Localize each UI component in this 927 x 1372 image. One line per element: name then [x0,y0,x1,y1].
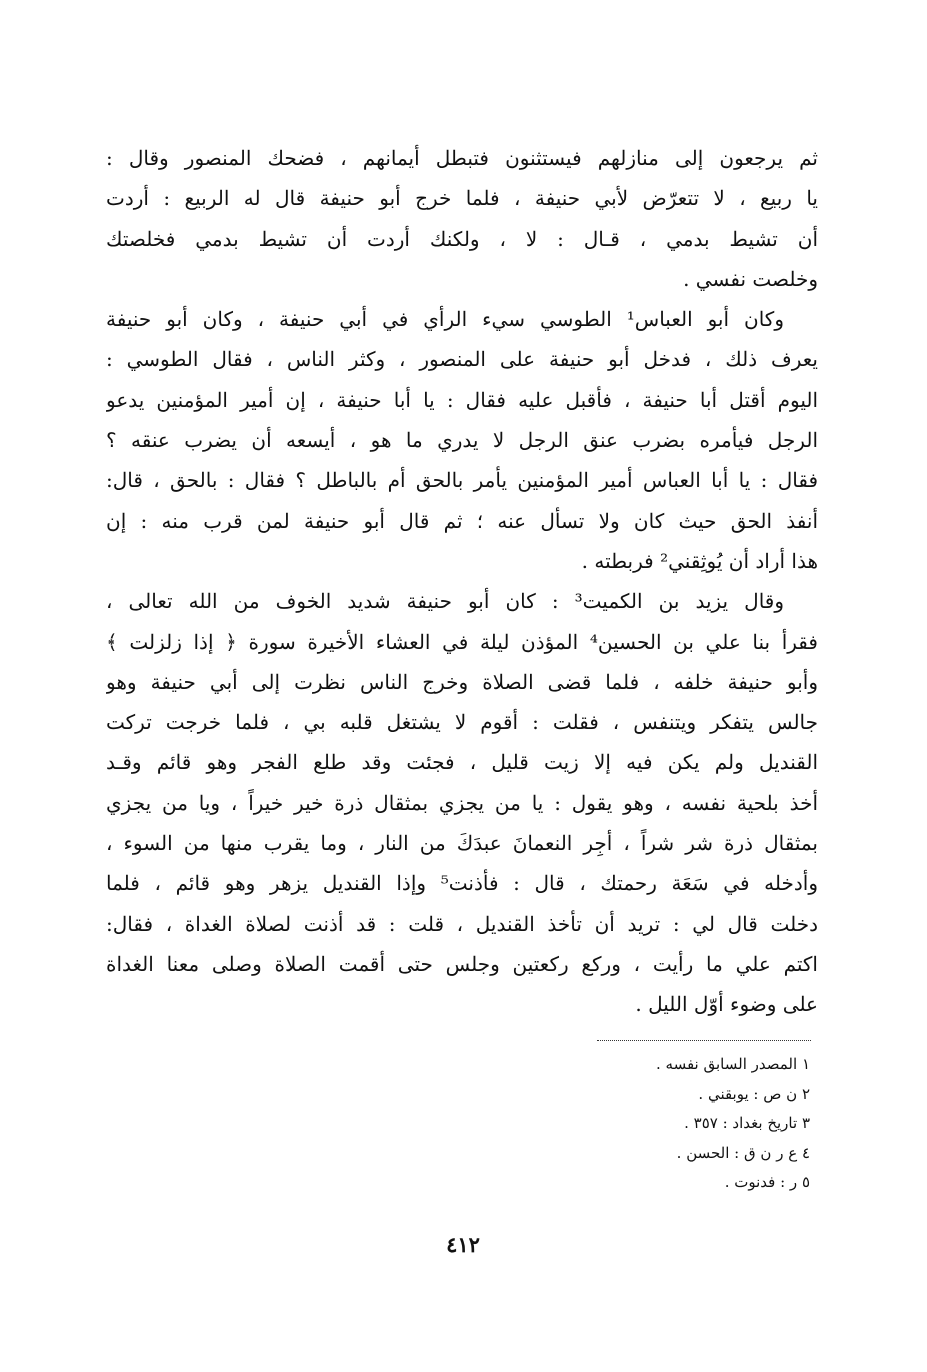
text-line: يا ربيع ، لا تتعرّض لأبي حنيفة ، فلما خرج أبو حنيفة قال له الربيع : أردت [106,186,818,211]
text-line: وأبو حنيفة خلفه ، فلما قضى الصلاة وخرج الناس نظرت إلى أبي حنيفة وهو [106,669,818,694]
body-text [106,138,818,1025]
text-line: فقرأ بنا علي بن الحسين⁴ المؤذن ليلة في العشاء الأخيرة سورة ﴿ إذا زلزلت ﴾ [106,629,818,654]
text-line: جالس يتفكر ويتنفس ، فقلت : أقوم لا يشتغل قلبه بي ، فلما خرجت تركت [106,710,818,735]
text-line: وكان أبو العباس¹ الطوسي سيء الرأي في أبي حنيفة ، وكان أبو حنيفة [106,307,784,332]
text-line: أنفذ الحق حيث كان ولا تسأل عنه ؛ ثم قال أبو حنيفة لمن قرب منه : إن [106,508,818,533]
footnotes [560,1050,810,1198]
footnote: ٢ ن ص : يوبقني . [698,1084,810,1103]
text-line: أخذ بلحية نفسه ، وهو يقول : يا من يجزي بمثقال ذرة خير خيراً ، ويا من يجزي [106,790,818,815]
footnote: ٥ ر : فدنوت . [724,1173,810,1191]
text-line: على وضوء أوّل الليل . [635,992,818,1017]
text-line: بمثقال ذرة شر شراً ، أجِر النعمانَ عبدَكَ من النار ، وما يقرب منها من السوء ، [106,831,818,856]
text-line: اليوم أقتل أبا حنيفة ، فأقبل عليه فقال : يا أبا حنيفة ، إن أمير المؤمنين يدعو [106,387,818,412]
text-line: ثم يرجعون إلى منازلهم فيستثنون فتبطل أيمانهم ، فضحك المنصور وقال : [106,146,818,170]
text-line: وقال يزيد بن الكميت³ : كان أبو حنيفة شديد الخوف من الله تعالى ، [106,589,785,614]
footnote: ٣ تاريخ بغداد : ٣٥٧ . [684,1114,810,1132]
text-line: وخلصت نفسي . [683,266,818,291]
text-line: وأدخله في سَعَة رحمتك ، قال : فأذنت⁵ وإذا القنديل يزهر وهو قائم ، فلما [106,871,818,896]
text-line: فقال : يا أبا العباس أمير المؤمنين يأمر بالحق أم بالباطل ؟ فقال : بالحق ، قال: [106,468,818,493]
footnote-separator [597,1040,811,1041]
text-line: الرجل فيأمره بضرب عنق الرجل لا يدري ما هو ، أيسعه أن يضرب عنقه ؟ [106,428,818,453]
footnote: ٤ ع ر ن ق : الحسن . [676,1143,810,1162]
text-line: دخلت قال لي : تريد أن تأخذ القنديل ، قلت : قد أذنت لصلاة الغداة ، فقال: [106,911,818,936]
text-line: يعرف ذلك ، فدخل أبو حنيفة على المنصور ، وكثر الناس ، فقال الطوسي : [106,347,818,372]
footnote: ١ المصدر السابق نفسه . [656,1055,810,1073]
text-line: القنديل ولم يكن فيه إلا زيت قليل ، فجئت وقد طلع الفجر وهو قائم وقـد [106,750,818,775]
text-line: اكتم علي ما رأيت ، وركع ركعتين وجلس حتى أقمت الصلاة وصلى معنا الغداة [106,951,818,976]
text-line: هذا أراد أن يُوثِقني² فربطته . [581,548,818,573]
text-line: أن تشيط بدمي ، قـال : لا ، ولكنك أردت أن تشيط بدمي فخلصتك [106,226,818,251]
page-number: ٤١٢ [446,1232,480,1257]
